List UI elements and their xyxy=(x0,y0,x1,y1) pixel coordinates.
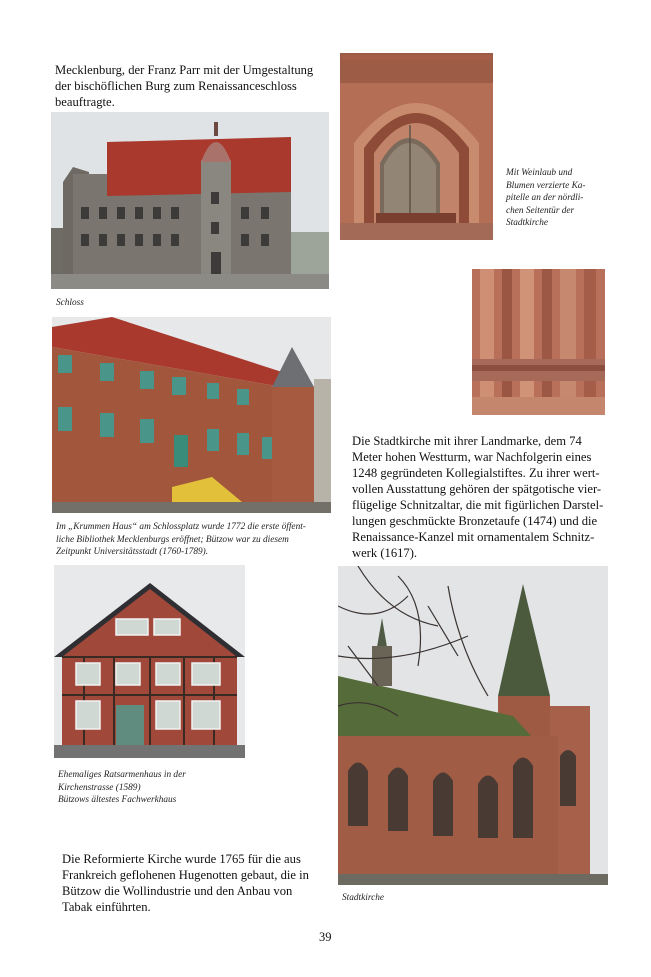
text-line: der bischöflichen Burg zum Renaissanceschloss xyxy=(55,79,297,93)
caption-ratsarmenhaus xyxy=(58,769,186,807)
caption-schloss xyxy=(56,297,84,310)
text-line: Bützow die Wollindustrie und den Anbau von xyxy=(62,884,293,898)
caption-line: chen Seitentür der xyxy=(506,205,575,216)
text-line: Tabak einführten. xyxy=(62,900,151,914)
intro-paragraph xyxy=(55,62,330,110)
portal-photo xyxy=(340,53,493,240)
text-line: flügelige Schnitzaltar, die mit figürlichen Darstel- xyxy=(352,498,604,512)
schloss-photo xyxy=(51,112,329,289)
caption-portal xyxy=(506,167,616,230)
text-line: 1248 gegründeten Kollegialstiftes. Zu ihrer wert- xyxy=(352,466,600,480)
text-line: Die Stadtkirche mit ihrer Landmarke, dem 74 xyxy=(352,434,582,448)
reformierte-paragraph xyxy=(62,851,332,915)
caption-line: Schloss xyxy=(56,298,84,308)
caption-line: Bützows ältestes Fachwerkhaus xyxy=(58,795,177,805)
caption-krummes-haus xyxy=(56,521,306,559)
ratsarmenhaus-photo xyxy=(54,565,245,758)
caption-line: Stadtkirche xyxy=(342,893,384,903)
text-line: Mecklenburg, der Franz Parr mit der Umgestaltung xyxy=(55,63,314,77)
caption-line: Mit Weinlaub und xyxy=(506,168,573,178)
caption-line: Zeitpunkt Universitätsstadt (1760-1789). xyxy=(56,547,209,557)
caption-line: Blumen verzierte Ka- xyxy=(506,180,586,191)
caption-line: Im „Krummen Haus“ am Schlossplatz wurde 1772 die erste öffent- xyxy=(56,522,306,532)
text-line: werk (1617). xyxy=(352,546,418,560)
krummes-haus-photo xyxy=(52,317,331,513)
text-line: beauftragte. xyxy=(55,95,115,109)
text-line: Renaissance-Kanzel mit ornamentalem Schnitz- xyxy=(352,530,595,544)
page-number: 39 xyxy=(319,930,332,944)
capitals-detail-photo xyxy=(472,269,605,415)
caption-line: liche Bibliothek Mecklenburgs eröffnet; Bützow war zu diesem xyxy=(56,534,289,545)
caption-line: Stadtkirche xyxy=(506,218,548,228)
caption-line: Ehemaliges Ratsarmenhaus in der xyxy=(58,770,186,780)
text-line: Meter hohen Westturm, war Nachfolgerin eines xyxy=(352,450,592,464)
text-line: lungen geschmückte Bronzetaufe (1474) und die xyxy=(352,514,598,528)
caption-stadtkirche xyxy=(342,892,384,905)
stadtkirche-photo xyxy=(338,566,608,885)
caption-line: Kirchenstrasse (1589) xyxy=(58,782,141,793)
stadtkirche-paragraph xyxy=(352,433,612,561)
text-line: Die Reformierte Kirche wurde 1765 für die aus xyxy=(62,852,301,866)
text-line: Frankreich geflohenen Hugenotten gebaut, die in xyxy=(62,868,309,882)
caption-line: pitelle an der nördli- xyxy=(506,193,584,203)
text-line: vollen Ausstattung gehören der spätgotische vier- xyxy=(352,482,602,496)
